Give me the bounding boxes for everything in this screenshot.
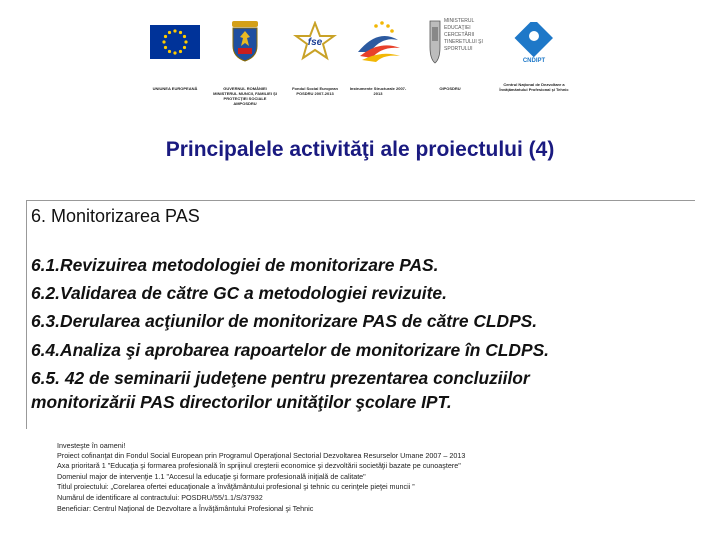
structural-instruments-caption: Instrumente Structurale 2007-2013 [349,86,407,96]
activity-item: 6.2.Validarea de către GC a metodologiei revizuite. [31,283,447,303]
footer-line: Proiect cofinanţat din Fondul Social European prin Programul Operaţional Sectorial Dezvoltarea Resurselor Umane 2007 – 2013 [57,451,466,460]
cndipt-mark: CNDIPT [522,58,546,64]
footer-line: Axa prioritară 1 "Educaţia şi formarea profesională în sprijinul creşterii economice şi dezvoltării societăţii bazate pe cunoaştere" [57,461,461,470]
cndipt-caption: Centrul Naţional de Dezvoltare a Învăţământului Profesional şi Tehnic [499,82,569,92]
cndipt-logo [510,22,558,64]
footer-line: Domeniul major de intervenţie 1.1 "Accesul la educaţie şi formare profesională iniţială de calitate" [57,472,366,481]
fse-caption: Fondul Social European POSDRU 2007-2013 [292,86,338,96]
footer-line: Beneficiar: Centrul Naţional de Dezvoltare a Învăţământului Profesional şi Tehnic [57,504,314,513]
slide-title: Principalele activităţi ale proiectului (4) [165,138,555,161]
romania-coat-of-arms-logo [230,20,260,62]
ministry-education-text: MINISTERUL EDUCAŢIEI CERCETĂRII TINERETULUI ŞI SPORTULUI [444,18,483,52]
footer-line: Numărul de identificare al contractului: POSDRU/55/1.1/S/37932 [57,493,263,502]
activity-item: monitorizării PAS directorilor unităţilor şcolare IPT. [31,392,452,412]
activity-item: 6.5. 42 de seminarii judeţene pentru prezentarea concluziilor [31,368,530,388]
structural-instruments-logo [352,18,404,64]
oiposdru-caption: OIPOSDRU [439,86,461,91]
fse-logo [293,21,337,61]
activity-item: 6.4.Analiza şi aprobarea rapoartelor de monitorizare în CLDPS. [31,340,549,360]
footer-line: Titlul proiectului: „Corelarea ofertei educaţionale a învăţământului profesional şi tehnic cu cerinţele pieţei muncii ” [57,482,415,491]
eu-caption: UNIUNEA EUROPEANĂ [152,86,198,91]
activity-item: 6.3.Derularea acţiunilor de monitorizare PAS de către CLDPS. [31,311,538,331]
government-caption: GUVERNUL ROMÂNIEI MINISTERUL MUNCII, FAMILIEI ŞI PROTECŢIEI SOCIALE AMPOSDRU [213,86,277,106]
eu-flag-logo [150,25,200,59]
fse-mark: fse [307,37,323,48]
footer-line: Investeşte în oameni! [57,441,126,450]
ministry-education-logo [428,17,442,65]
section-heading: 6. Monitorizarea PAS [31,206,200,226]
activity-item: 6.1.Revizuirea metodologiei de monitorizare PAS. [31,255,439,275]
